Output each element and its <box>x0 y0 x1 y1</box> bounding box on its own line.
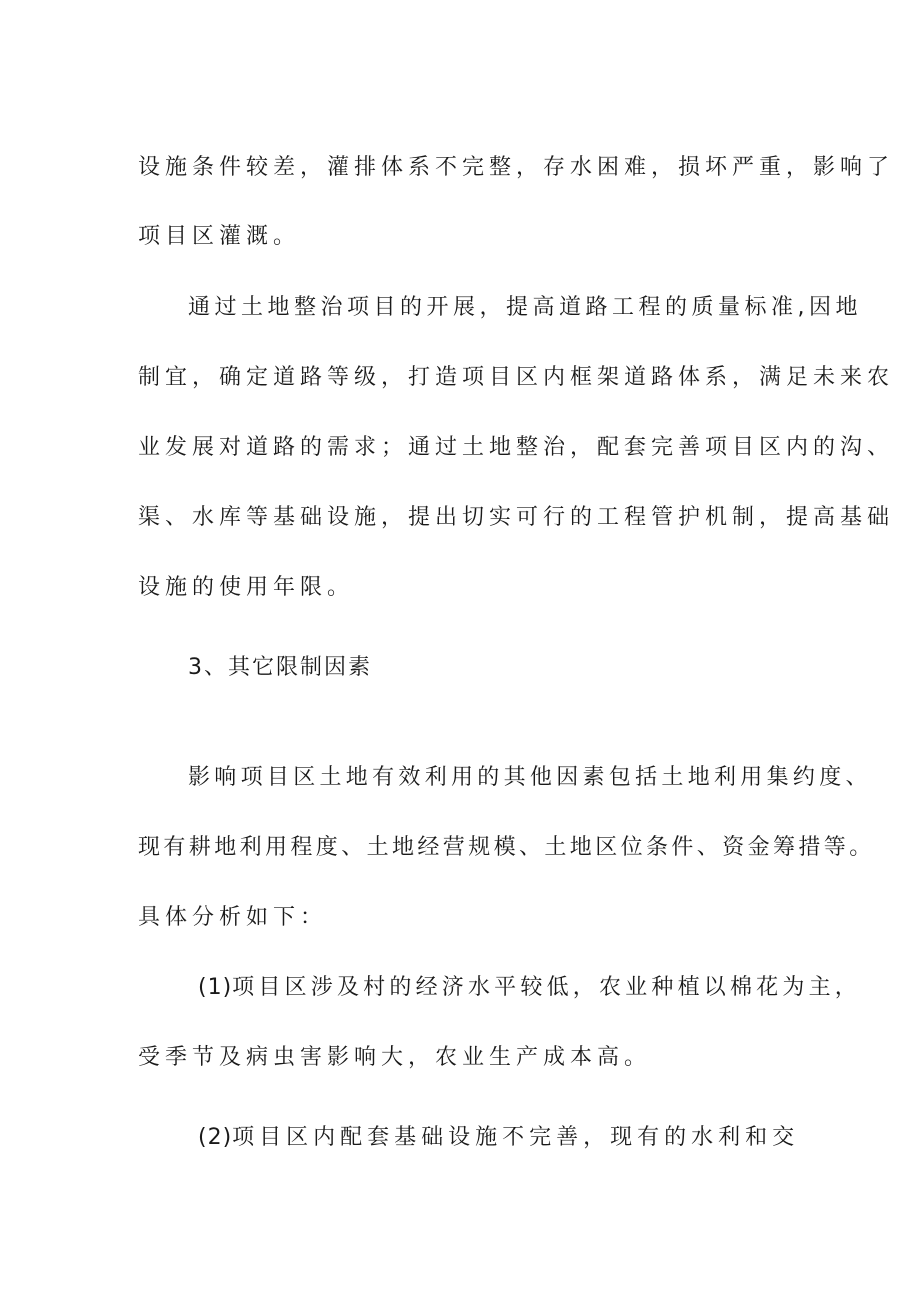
list-item-2-number: (2) <box>198 1125 233 1150</box>
list-item-1-line-1 <box>198 973 861 1003</box>
paragraph-factors-line-2: 现有耕地利用程度、土地经营规模、土地区位条件、资金筹措等。 <box>138 835 875 860</box>
paragraph-roads-line-3: 业发展对道路的需求；通过土地整治，配套完善项目区内的沟、 <box>138 435 895 460</box>
paragraph-roads-line-4: 渠、水库等基础设施，提出切实可行的工程管护机制，提高基础 <box>138 505 895 530</box>
list-item-1-line-2: 受季节及病虫害影响大，农业生产成本高。 <box>138 1045 652 1070</box>
paragraph-roads-line-1: 通过土地整治项目的开展，提高道路工程的质量标准,因地 <box>188 295 862 320</box>
paragraph-continuation-line-1: 设施条件较差，灌排体系不完整，存水困难，损坏严重，影响了 <box>138 155 895 180</box>
paragraph-roads-line-2: 制宜，确定道路等级，打造项目区内框架道路体系，满足未来农 <box>138 365 895 390</box>
list-item-2-line-1 <box>198 1123 799 1153</box>
paragraph-continuation-line-2: 项目区灌溉。 <box>138 224 301 249</box>
paragraph-roads-line-5: 设施的使用年限。 <box>138 575 355 600</box>
list-item-1-text: 项目区涉及村的经济水平较低，农业种植以棉花为主， <box>232 975 861 1000</box>
list-item-2-text: 项目区内配套基础设施不完善，现有的水利和交 <box>232 1125 800 1150</box>
list-item-1-number: (1) <box>198 975 233 1000</box>
section-heading: 3、其它限制因素 <box>188 655 372 680</box>
paragraph-factors-line-1: 影响项目区土地有效利用的其他因素包括土地利用集约度、 <box>188 765 872 790</box>
paragraph-factors-line-3: 具体分析如下： <box>138 905 328 930</box>
